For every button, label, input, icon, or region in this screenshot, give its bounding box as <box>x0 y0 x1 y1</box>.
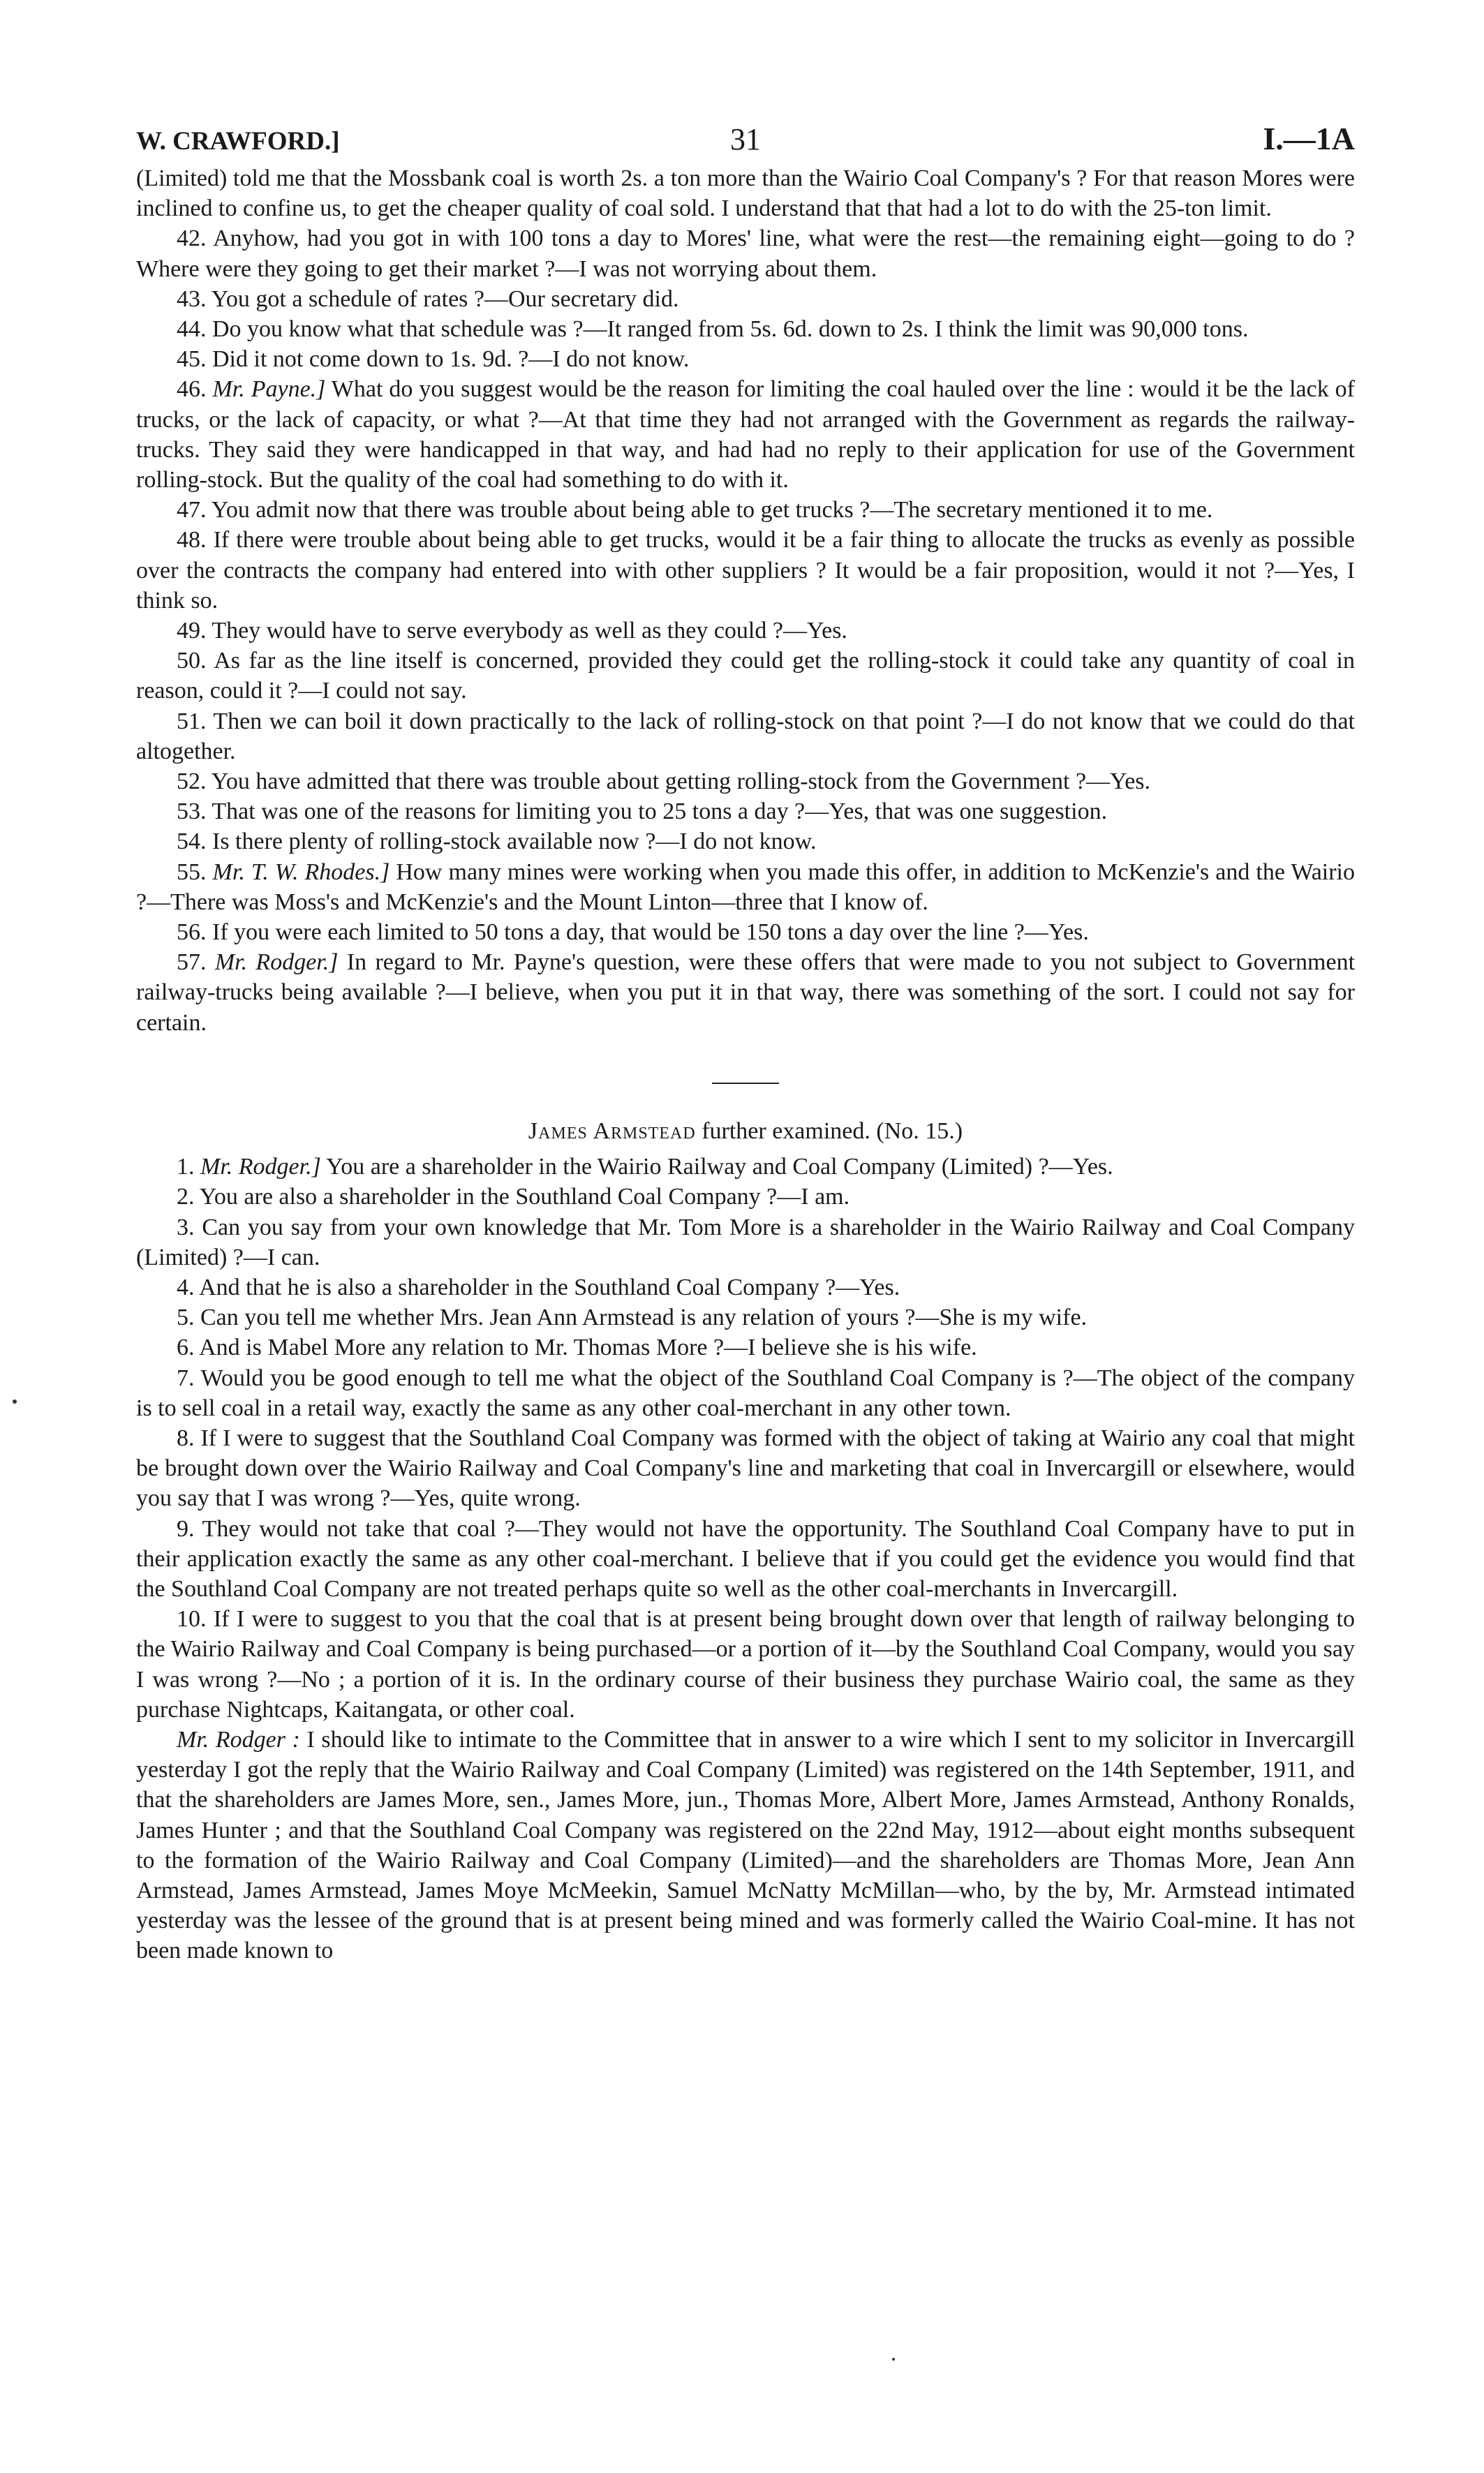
question-answer-text: If I were to suggest to you that the coal that is at present being brought down over that length of railway belonging to the Wairio Railway and Coal Company is being purchased—or a portion of it—by the Southland Coal Company, would you say I was wrong ?—No ; a portion of it is. In the ordinary course of their business they purchase Wairio coal, the same as they purchase Nightcaps, Kaitangata, or other coal. <box>136 1606 1356 1723</box>
question-number: 47. <box>177 497 207 523</box>
question-number: 45. <box>177 346 207 373</box>
question-answer-item <box>136 616 1355 646</box>
question-answer-text: You are a shareholder in the Wairio Railway and Coal Company (Limited) ?—Yes. <box>326 1154 1113 1180</box>
questioner-name: Mr. Payne.] <box>212 376 326 403</box>
question-answer-item <box>136 314 1355 344</box>
question-number: 53. <box>177 799 207 825</box>
question-number: 42. <box>177 225 207 252</box>
section-heading <box>136 1116 1355 1146</box>
question-answer-text: You have admitted that there was trouble about getting rolling-stock from the Government ?—Yes. <box>211 768 1151 795</box>
question-answer-item <box>136 1182 1355 1212</box>
question-answer-text: Anyhow, had you got in with 100 tons a day to Mores' line, what were the rest—the remaining eight—going to do ? Where were they going to get their market ?—I was not worrying about them. <box>136 225 1355 282</box>
question-answer-text: You are also a shareholder in the Southland Coal Company ?—I am. <box>199 1184 850 1210</box>
question-answer-text: Do you know what that schedule was ?—It ranged from 5s. 6d. down to 2s. I think the limit was 90,000 tons. <box>212 316 1249 343</box>
question-answer-item <box>136 1423 1355 1514</box>
question-answer-text: If there were trouble about being able to get trucks, would it be a fair thing to allocate the trucks as evenly as possible over the contracts the company had entered into with other suppliers ? It would be a fair proposition, would it not ?—Yes, I think so. <box>136 527 1355 614</box>
closing-text: I should like to intimate to the Committee that in answer to a wire which I sent to my solicitor in Invercargill yesterday I got the reply that the Wairio Railway and Coal Company (Limited) was registered on the 14th September, 1911, and that the shareholders are James More, sen., James More, jun., Thomas More, Albert More, James Armstead, Anthony Ronalds, James Hunter ; and that the Southland Coal Company was registered on the 22nd May, 1912—about eight months subsequent to the formation of the Wairio Railway and Coal Company (Limited)—and the shareholders are Thomas More, Jean Ann Armstead, James Armstead, James Moye McMeekin, Samuel McNatty McMillan—who, by the by, Mr. Armstead intimated yesterday was the lessee of the ground that is at present being mined and was formerly called the Wairio Coal-mine. It has not been made known to <box>136 1726 1356 1964</box>
question-number: 48. <box>177 527 207 554</box>
question-number: 5. <box>177 1305 195 1331</box>
question-answer-text: They would have to serve everybody as well as they could ?—Yes. <box>212 618 847 644</box>
closing-speaker: Mr. Rodger : <box>177 1726 300 1753</box>
question-answer-text: And is Mabel More any relation to Mr. Thomas More ?—I believe she is his wife. <box>199 1335 977 1361</box>
question-answer-text: Can you say from your own knowledge that Mr. Tom More is a shareholder in the Wairio Railway and Coal Company (Limited) ?—I can. <box>136 1214 1355 1270</box>
section-heading-rest: further examined. (No. 15.) <box>702 1117 963 1144</box>
question-answer-item <box>136 525 1355 616</box>
question-number: 4. <box>177 1274 195 1300</box>
question-number: 10. <box>177 1606 207 1633</box>
scan-speck <box>892 2358 895 2361</box>
question-answer-item <box>136 284 1355 314</box>
examination-questions-part2 <box>136 1152 1355 1725</box>
question-answer-item <box>136 646 1355 706</box>
question-answer-item <box>136 344 1355 374</box>
question-answer-text: Can you tell me whether Mrs. Jean Ann Armstead is any relation of yours ?—She is my wife. <box>200 1305 1088 1331</box>
question-answer-item <box>136 947 1355 1038</box>
intro-paragraph: (Limited) told me that the Mossbank coal is worth 2s. a ton more than the Wairio Coal Company's ? For that reason Mores were inclined to confine us, to get the cheaper quality of coal sold. I understand that that had a lot to do with the 25-ton limit. <box>136 165 1355 222</box>
question-answer-text: Did it not come down to 1s. 9d. ?—I do not know. <box>212 346 690 373</box>
question-answer-item <box>136 1272 1355 1302</box>
question-answer-text: How many mines were working when you made this offer, in addition to McKenzie's and the Wairio ?—There was Moss's and McKenzie's and the Mount Linton—three that I know of. <box>136 859 1356 915</box>
question-answer-text: You got a schedule of rates ?—Our secretary did. <box>211 285 679 312</box>
question-answer-text: In regard to Mr. Payne's question, were these offers that were made to you not subject to Government railway-trucks being available ?—I believe, when you put it in that way, there was something of the sort. I could not say for certain. <box>136 949 1356 1036</box>
question-answer-item <box>136 1363 1355 1423</box>
question-answer-item <box>136 1212 1355 1272</box>
question-answer-text: As far as the line itself is concerned, provided they could get the rolling-stock it could take any quantity of coal in reason, could it ?—I could not say. <box>136 648 1355 704</box>
examination-questions-part1 <box>136 223 1355 1037</box>
question-answer-item <box>136 766 1355 796</box>
question-number: 56. <box>177 919 207 946</box>
question-number: 49. <box>177 618 207 644</box>
question-number: 51. <box>177 708 207 734</box>
question-answer-text: Is there plenty of rolling-stock available now ?—I do not know. <box>212 829 817 855</box>
question-answer-item <box>136 495 1355 525</box>
question-number: 2. <box>177 1184 195 1210</box>
closing-statement <box>136 1725 1355 1966</box>
scan-speck <box>13 1399 17 1404</box>
question-answer-item <box>136 1152 1355 1182</box>
section-divider <box>712 1083 779 1084</box>
question-answer-item <box>136 1514 1355 1605</box>
questioner-name: Mr. Rodger.] <box>214 949 339 976</box>
question-answer-item <box>136 374 1355 495</box>
question-answer-text: Then we can boil it down practically to the lack of rolling-stock on that point ?—I do not know that we could do that altogether. <box>136 708 1355 764</box>
question-answer-item <box>136 223 1355 283</box>
question-number: 3. <box>177 1214 195 1240</box>
question-answer-item <box>136 1332 1355 1362</box>
paper-reference: I.—1A <box>1263 121 1355 156</box>
question-number: 55. <box>177 859 207 885</box>
question-number: 7. <box>177 1365 195 1391</box>
page-header <box>136 120 1355 159</box>
question-answer-text: Would you be good enough to tell me what the object of the Southland Coal Company is ?—The object of the company is to sell coal in a retail way, exactly the same as any other coal-merchant in any other town. <box>136 1365 1356 1421</box>
question-answer-text: What do you suggest would be the reason for limiting the coal hauled over the line : would it be the lack of trucks, or the lack of capacity, or what ?—At that time they had not arranged with the Government as regards the railway-trucks. They said they were handicapped in that way, and had had no reply to their application for use of the Government rolling-stock. But the quality of the coal had something to do with it. <box>136 376 1355 493</box>
question-answer-item <box>136 857 1355 917</box>
question-number: 54. <box>177 829 207 855</box>
questioner-name: Mr. Rodger.] <box>200 1154 321 1180</box>
question-answer-item <box>136 917 1355 947</box>
question-number: 8. <box>177 1425 195 1451</box>
question-answer-item <box>136 826 1355 856</box>
witness-name: James Armstead <box>528 1117 696 1144</box>
header-witness-name: W. CRAWFORD.] <box>136 127 340 156</box>
question-answer-item <box>136 796 1355 826</box>
question-number: 43. <box>177 285 207 312</box>
question-answer-text: If you were each limited to 50 tons a day, that would be 150 tons a day over the line ?—Yes. <box>212 919 1089 946</box>
question-answer-item <box>136 1604 1355 1725</box>
question-answer-text: And that he is also a shareholder in the Southland Coal Company ?—Yes. <box>199 1274 900 1300</box>
question-number: 44. <box>177 316 207 343</box>
question-number: 57. <box>177 949 207 976</box>
question-answer-item <box>136 1302 1355 1332</box>
question-number: 46. <box>177 376 207 403</box>
question-answer-text: You admit now that there was trouble about being able to get trucks ?—The secretary mentioned it to me. <box>211 497 1213 523</box>
question-answer-item <box>136 706 1355 766</box>
questioner-name: Mr. T. W. Rhodes.] <box>212 859 390 885</box>
question-answer-text: They would not take that coal ?—They would not have the opportunity. The Southland Coal Company have to put in their application exactly the same as any other coal-merchant. I believe that if you could get the evidence you would find that the Southland Coal Company are not treated perhaps quite so well as the other coal-merchants in Invercargill. <box>136 1515 1355 1602</box>
question-answer-text: That was one of the reasons for limiting you to 25 tons a day ?—Yes, that was one suggestion. <box>212 799 1108 825</box>
question-number: 1. <box>177 1154 195 1180</box>
question-number: 52. <box>177 768 207 795</box>
document-body <box>136 163 1355 1966</box>
question-number: 9. <box>177 1515 195 1542</box>
question-number: 6. <box>177 1335 195 1361</box>
question-number: 50. <box>177 648 207 674</box>
question-answer-text: If I were to suggest that the Southland Coal Company was formed with the object of taking at Wairio any coal that might be brought down over the Wairio Railway and Coal Company's line and marketing that coal in Invercargill or elsewhere, would you say that I was wrong ?—Yes, quite wrong. <box>136 1425 1356 1512</box>
page-number: 31 <box>730 122 761 156</box>
